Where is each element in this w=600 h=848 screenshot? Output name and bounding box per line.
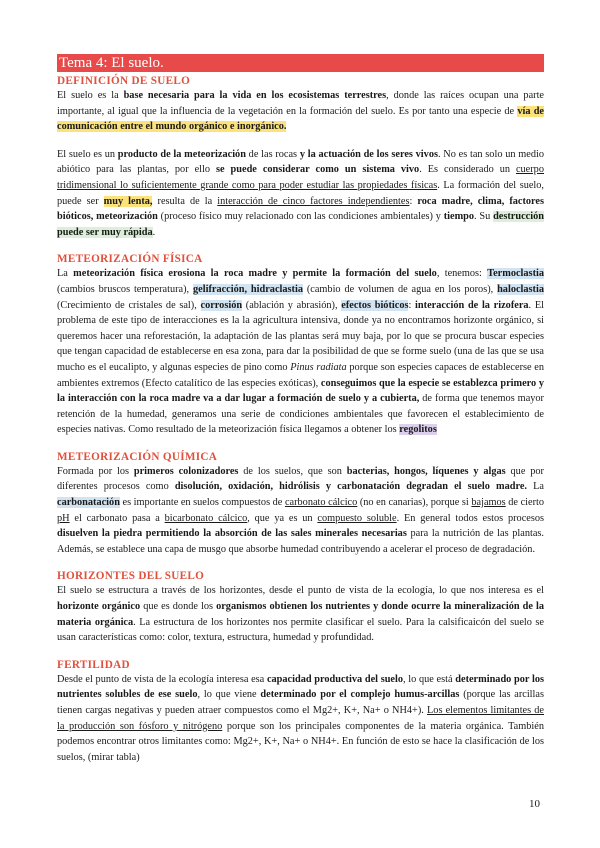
paragraph-meteorizacion-quimica: Formada por los primeros colonizadores de los suelos, que son bacterias, hongos, líquenes y algas que por diferentes procesos como disolución, oxidación, hidrólisis y carbonatación degradan el suelo madre. La carbonatación es importante en suelos compuestos de carbonato cálcico (no en canarias), porque si bajamos de cierto pH el carbonato pasa a bicarbonato cálcico, que ya es un compuesto soluble. En general todos estos procesos disuelven la piedra permitiendo la absorción de las sales minerales necesarias para la nutrición de las plantas. Además, se establece una capa de musgo que absorbe humedad contribuyendo a acelerar el proceso de degradación. [57, 465, 545, 555]
paragraph-meteorizacion-fisica: La meteorización física erosiona la roca madre y permite la formación del suelo, tenemos: Termoclastia (cambios bruscos temperatura), gelifracción, hidraclastia (cambio de volumen de agua en los poros), haloclastia (Crecimiento de cristales de sal), corrosión (ablación y abrasión), efectos bióticos: interacción de la rizofera. El problema de este tipo de interacciones es la la agricultura intensiva, donde ya no encontramos horizonte orgánico, si queremos hacer una reforestación, la adaptación de las plantas será muy baja, por lo que se procura buscar especies que tengan capacidad de establecerse en esa zona, para dar la posibilidad de que se forme suelo (una de las que se usa mucho es el eucalipto, y algunas especies de pino como Pinus radiata porque son especies capaces de establecerse en ambientes extremos (Efecto catalítico de las especies exóticas), conseguimos que la especie se establezca primero y la interacción con la roca madre va a dar lugar a formación de suelo y a cubierta, de forma que tenemos mayor retención de la humedad, generamos una serie de condiciones ambientales que favorecen el establecimiento de especies nativas. Como resultado de la meteorización física llegamos a obtener los regolitos [57, 268, 545, 436]
heading-horizontes: HORIZONTES DEL SUELO [57, 570, 205, 583]
heading-definicion: DEFINICIÓN DE SUELO [57, 75, 191, 87]
document-page [57, 54, 544, 765]
paragraph-definicion-1: El suelo es la base necesaria para la vida en los ecosistemas terrestres, donde las raíces ocupan una parte importante, al igual que la influencia de la vegetación en la formación del suelo. Es por tanto una especie de vía de comunicación entre el mundo orgánico e inorgánico. [57, 90, 545, 133]
page-number: 10 [529, 798, 540, 810]
heading-meteorizacion-quimica: METEORIZACIÓN QUÍMICA [57, 450, 218, 463]
paragraph-horizontes: El suelo se estructura a través de los horizontes, desde el punto de vista de la ecología, lo que nos interesa es el horizonte orgánico que es donde los organismos obtienen los nutrientes y donde ocurre la mineralización de la materia orgánica. La estructura de los horizontes nos permite clasificar el suelo. Para la calsificaicón del suelo se usan características como: color, textura, estructura, humedad y profundidad. [57, 585, 544, 644]
heading-meteorizacion-fisica: METEORIZACIÓN FÍSICA [57, 253, 203, 266]
paragraph-definicion-2: El suelo es un producto de la meteorización de las rocas y la actuación de los seres vivos. No es tan solo un medio abiótico para las plantas, por ello se puede considerar como un sistema vivo. Es considerado un cuerpo tridimensional lo suficientemente grande como para poder estudiar las propiedades físicas. La formación del suelo, puede ser muy lenta, resulta de la interacción de cinco factores independientes: roca madre, clima, factores bióticos, meteorización (proceso físico muy relacionado con las condiciones ambientales) y tiempo. Su destrucción puede ser muy rápida. [57, 148, 545, 238]
heading-fertilidad: FERTILIDAD [57, 658, 130, 671]
page-title: Tema 4: El suelo. [57, 54, 544, 72]
paragraph-fertilidad: Desde el punto de vista de la ecología interesa esa capacidad productiva del suelo, lo que está determinado por los nutrientes solubles de ese suelo, lo que viene determinado por el complejo humus-arcillas (porque las arcillas tienen cargas negativas y pueden atraer compuestos como el Mg2+, K+, Na+ o NH4+). Los elementos limitantes de la producción son fósforo y nitrógeno porque son los principales componentes de la materia orgánica. También podemos encontrar otros limitantes como: Mg2+, K+, Na+ o NH4+. En función de esto se hace la clasificación de los suelos, (mirar tabla) [57, 673, 545, 763]
